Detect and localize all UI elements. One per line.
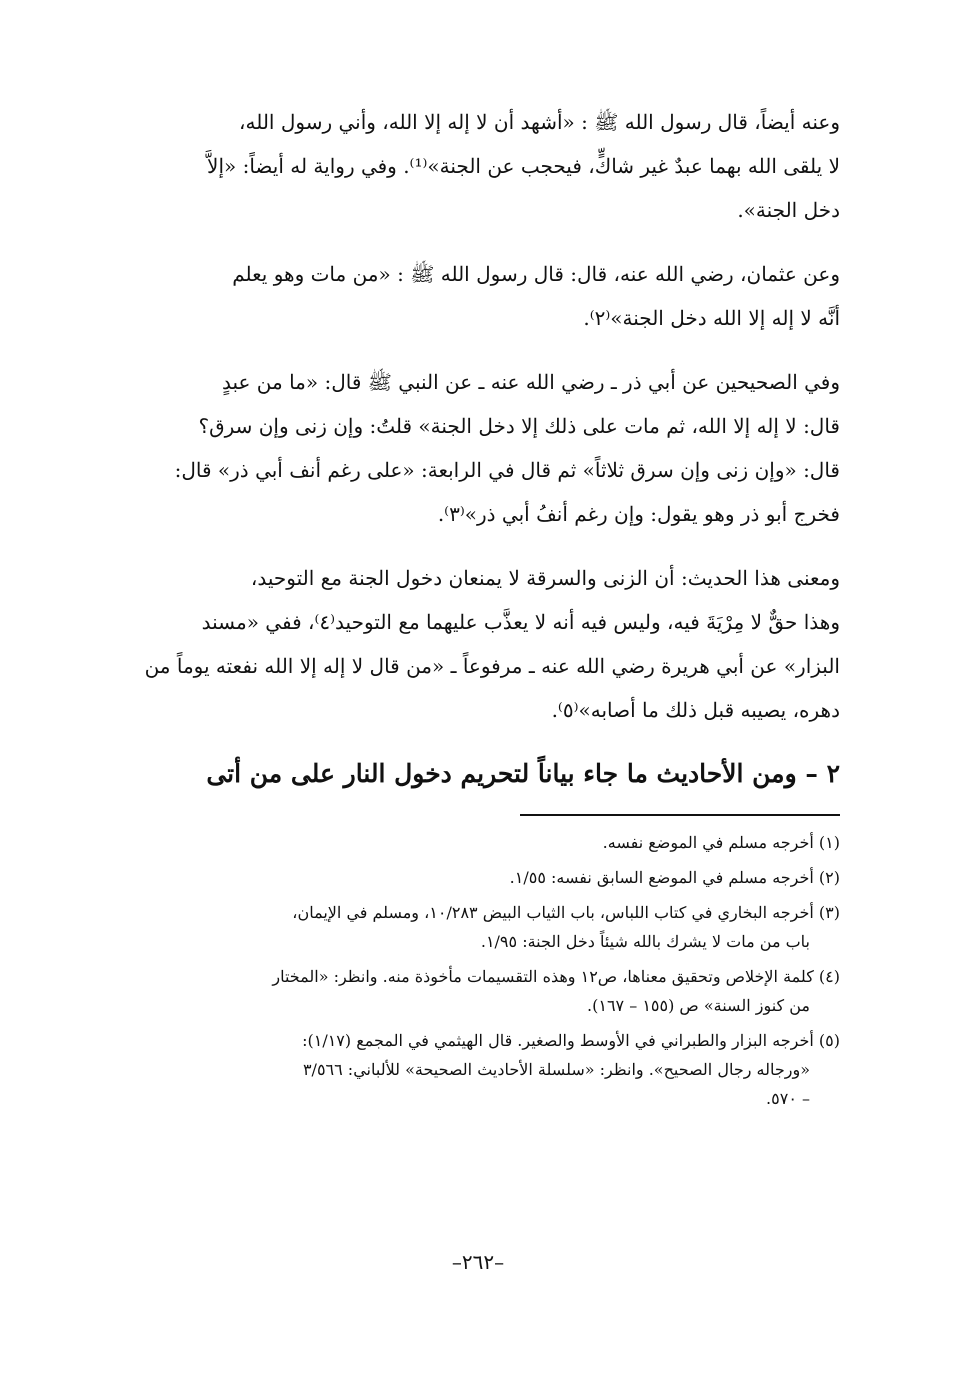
footnote-5 [118, 1026, 840, 1113]
footnote-line: (١) أخرجه مسلم في الموضع نفسه. [602, 833, 840, 852]
footnote-line: «ورجاله رجال الصحيح». وانظر: «سلسلة الأحاديث الصحيحة» للألباني: ٣/٥٦٦ [302, 1060, 810, 1079]
paragraph-line: دخل الجنة». [737, 198, 840, 222]
paragraph-line: قال: «وإن زنى وإن سرق ثلاثاً» ثم قال في الرابعة: «على رغم أنف أبي ذر» قال: [174, 458, 840, 482]
paragraph-1 [118, 100, 840, 232]
footnote-line: من كنوز السنة» ص (١٥٥ – ١٦٧). [587, 996, 810, 1015]
footnote-line: – ٥٧٠. [766, 1089, 810, 1108]
paragraph-line: البزار» عن أبي هريرة رضي الله عنه ـ مرفوعاً ـ «من قال لا إله إلا الله نفعته يوماً من [144, 654, 840, 678]
footnote-line: (٤) كلمة الإخلاص وتحقيق معناها، ص١٢ وهذه التقسيمات مأخوذة منه. وانظر: «المختار [272, 967, 840, 986]
footnote-line: (٢) أخرجه مسلم في الموضع السابق نفسه: ١/٥٥. [509, 868, 840, 887]
paragraph-line: قال: لا إله إلا الله، ثم مات على ذلك إلا دخل الجنة» قلتُ: وإن زنى وإن سرق؟ [198, 414, 840, 438]
paragraph-line: لا يلقى الله بهما عبدٌ غير شاكٍّ، فيحجب عن الجنة»⁽¹⁾. وفي رواية له أيضاً: «إلاَّ [207, 154, 840, 178]
footnote-2 [118, 863, 840, 892]
footnote-line: باب من مات لا يشرك بالله شيئاً دخل الجنة: ١/٩٥. [480, 932, 810, 951]
paragraph-line: دهره، يصيبه قبل ذلك ما أصابه»⁽٥⁾. [551, 698, 840, 722]
footnote-4 [118, 962, 840, 1020]
footnotes [118, 828, 840, 1113]
footnote-3 [118, 898, 840, 956]
footnote-line: (٥) أخرجه البزار والطبراني في الأوسط والصغير. قال الهيثمي في المجمع (١/١٧): [302, 1031, 840, 1050]
page-number: –٢٦٢– [451, 1250, 505, 1274]
paragraph-line: فخرج أبو ذر وهو يقول: وإن رغم أنفُ أبي ذر»⁽٣⁾. [437, 502, 840, 526]
paragraph-4 [118, 556, 840, 732]
paragraph-2 [118, 252, 840, 340]
paragraph-line: ومعنى هذا الحديث: أن الزنى والسرقة لا يمنعان دخول الجنة مع التوحيد، [250, 566, 840, 590]
paragraph-line: وعن عثمان، رضي الله عنه، قال: قال رسول الله ﷺ : «من مات وهو يعلم [232, 262, 840, 286]
paragraph-line: أنَّه لا إله إلا الله دخل الجنة»⁽٢⁾. [583, 306, 840, 330]
footnote-1 [118, 828, 840, 857]
paragraph-3 [118, 360, 840, 536]
page-body [118, 100, 840, 1119]
footnote-line: (٣) أخرجه البخاري في كتاب اللباس، باب الثياب البيض ١٠/٢٨٣، ومسلم في الإيمان، [292, 903, 840, 922]
section-heading: ٢ – ومن الأحاديث ما جاء بياناً لتحريم دخول النار على من أتى [206, 759, 840, 788]
footnote-divider [520, 814, 840, 816]
paragraph-line: وهذا حقٌّ لا مِرْيَةَ فيه، وليس فيه أنه لا يعذَّب عليهما مع التوحيد⁽٤⁾، ففي «مسند [201, 610, 840, 634]
paragraph-line: وعنه أيضاً، قال رسول الله ﷺ : «أشهد أن لا إله إلا الله، وأني رسول الله، [239, 110, 840, 134]
paragraph-line: وفي الصحيحين عن أبي ذر ـ رضي الله عنه ـ عن النبي ﷺ قال: «ما من عبدٍ [221, 370, 840, 394]
